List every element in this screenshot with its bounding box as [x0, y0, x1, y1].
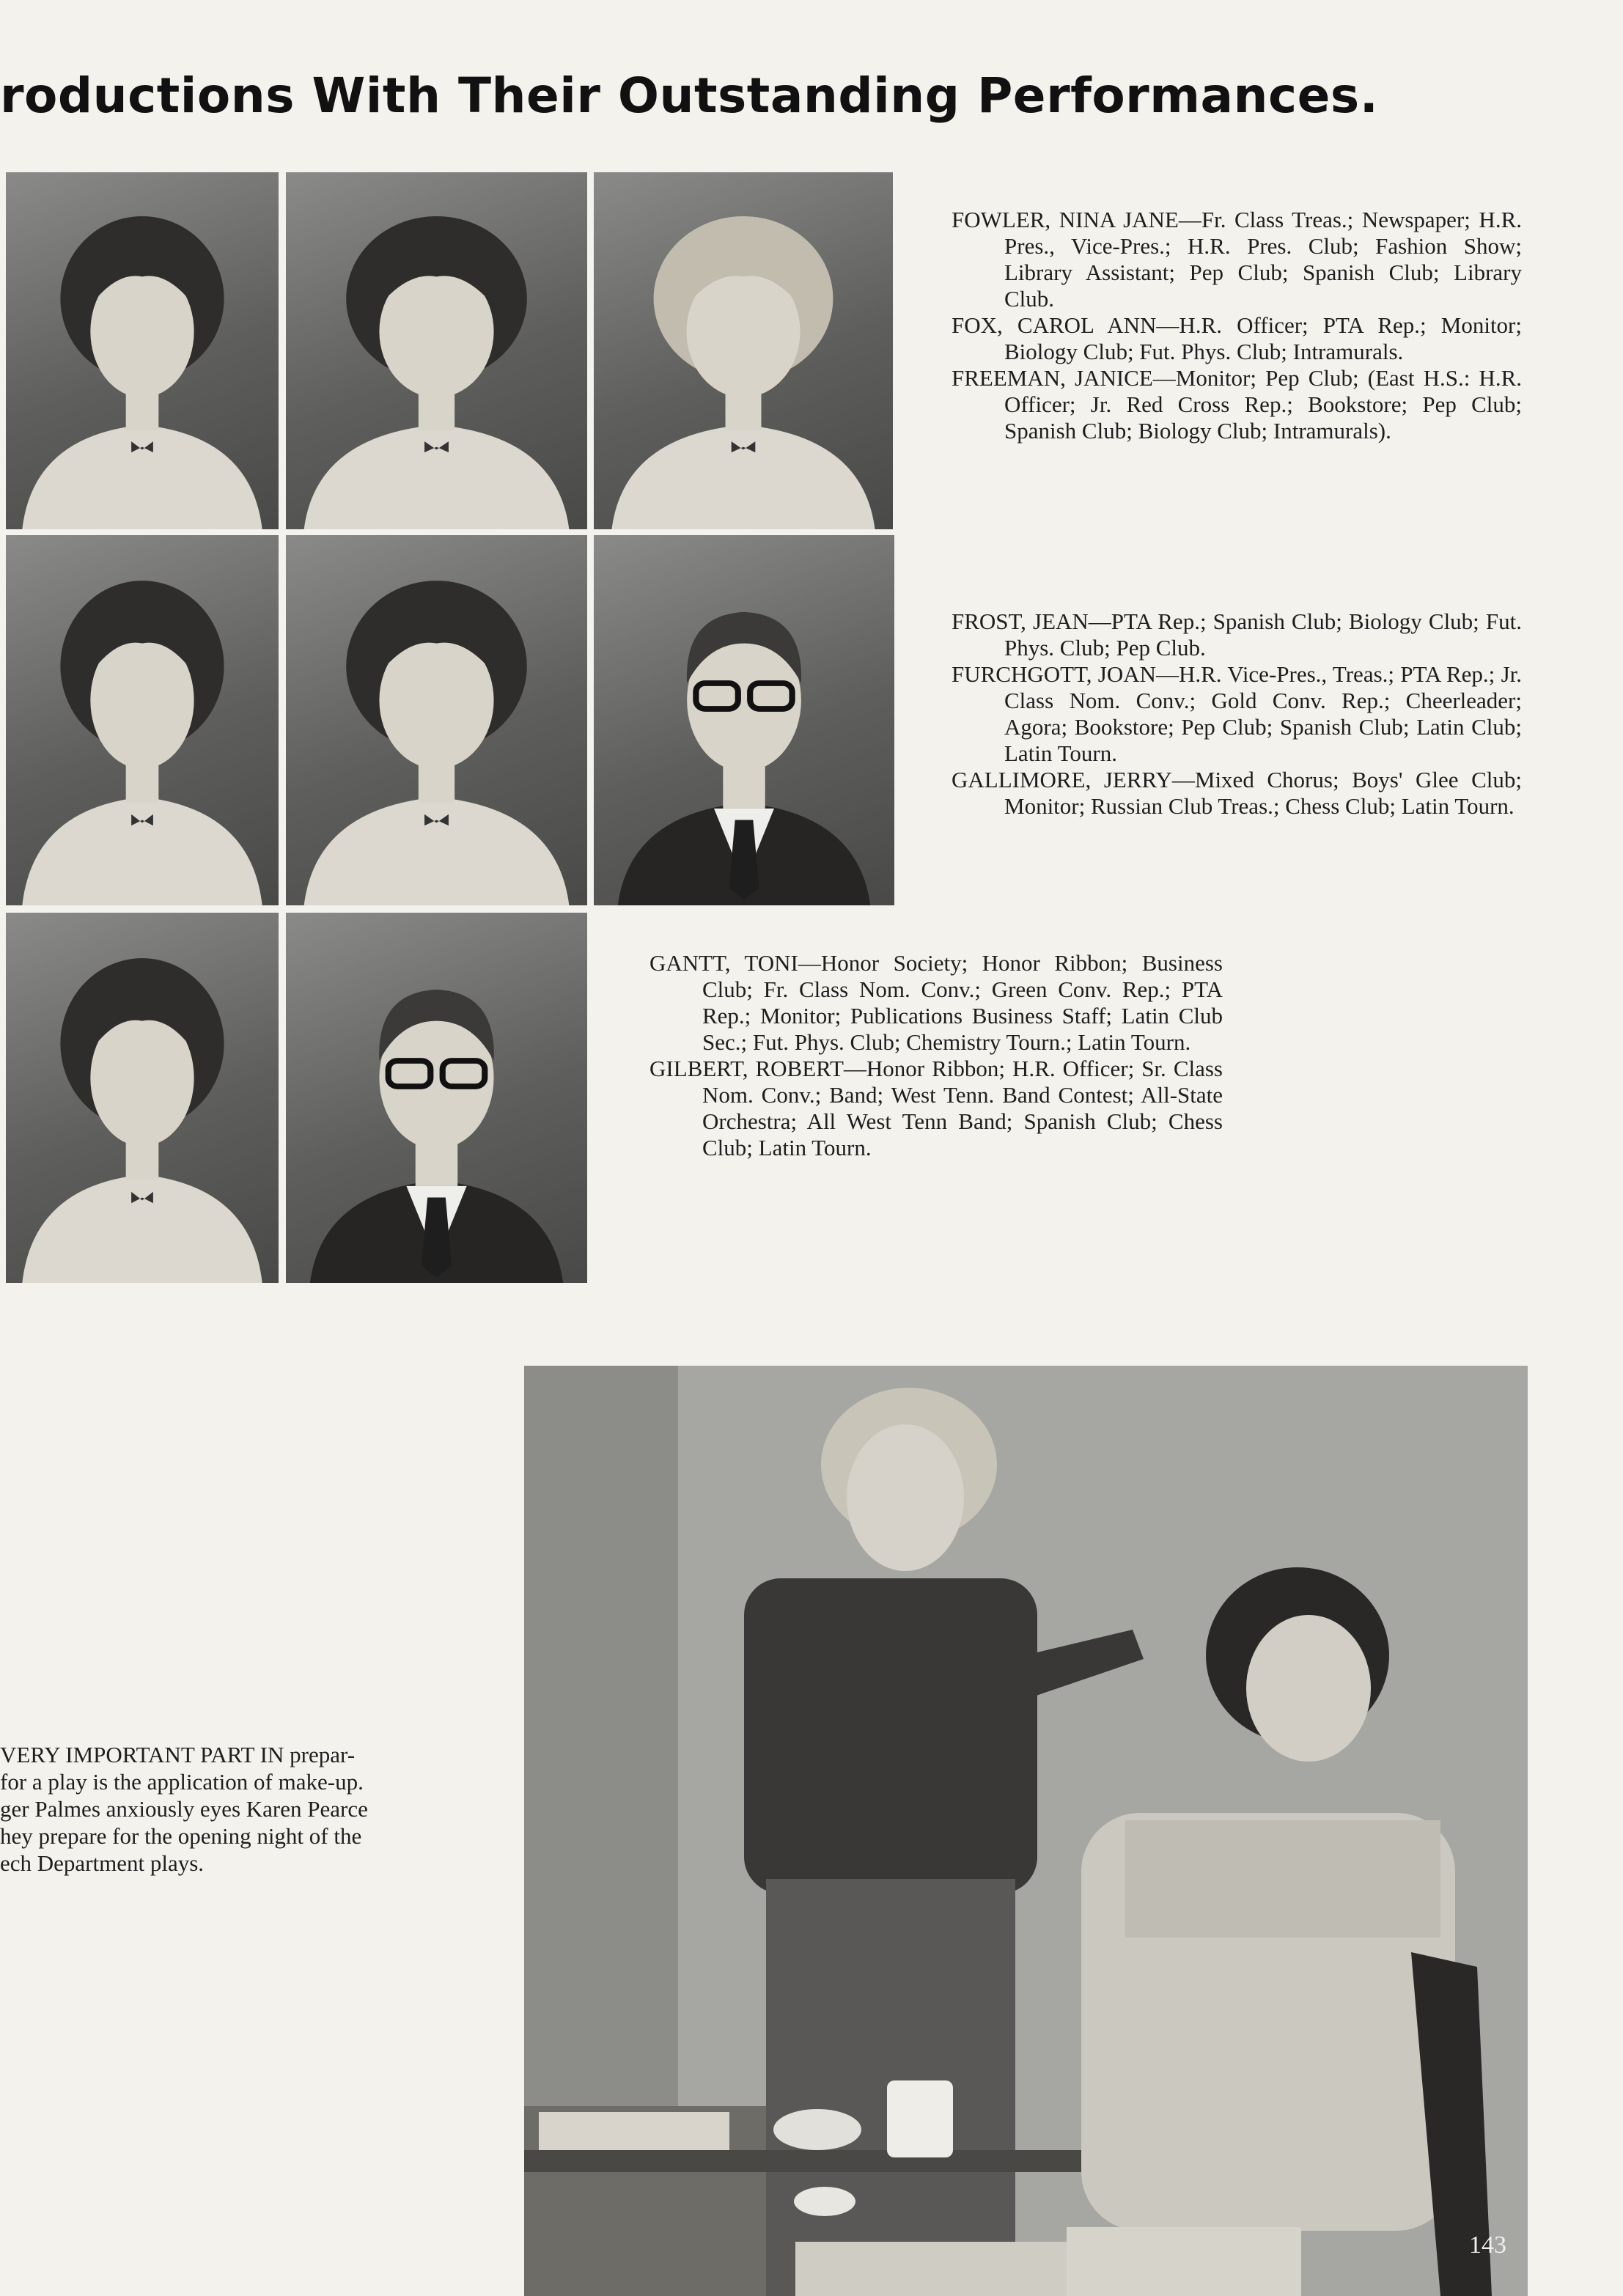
- photo-caption: VERY IMPORTANT PART IN prepar- for a play is the application of make-up. ger Palmes anxiously eyes Karen Pearce hey prepare for the opening night of the ech Department plays.: [0, 1742, 368, 1876]
- portrait-gilbert: [286, 913, 587, 1283]
- portrait-gallimore: [594, 535, 894, 905]
- portrait-fox: [286, 172, 587, 529]
- makeup-photo: [524, 1366, 1528, 2296]
- portrait-furchgott: [286, 535, 587, 905]
- bios-group-1: [952, 207, 1522, 444]
- page-title: roductions With Their Outstanding Performances.: [0, 67, 1379, 124]
- bio-gallimore: GALLIMORE, JERRY—Mixed Chorus; Boys' Glee Club; Monitor; Russian Club Treas.; Chess Club; Latin Tourn.: [952, 767, 1522, 819]
- bio-gantt: GANTT, TONI—Honor Society; Honor Ribbon; Business Club; Fr. Class Nom. Conv.; Green Conv. Rep.; PTA Rep.; Monitor; Publications Business Staff; Latin Club Sec.; Fut. Phys. Club; Chemistry Tourn.; Latin Tourn.: [649, 950, 1223, 1055]
- bio-freeman: FREEMAN, JANICE—Monitor; Pep Club; (East H.S.: H.R. Officer; Jr. Red Cross Rep.; Bookstore; Pep Club; Spanish Club; Biology Club; Intramurals).: [952, 365, 1522, 444]
- portrait-fowler: [6, 172, 279, 529]
- bios-group-2: [952, 608, 1522, 820]
- bio-furchgott: FURCHGOTT, JOAN—H.R. Vice-Pres., Treas.; PTA Rep.; Jr. Class Nom. Conv.; Gold Conv. Rep.; Cheerleader; Agora; Bookstore; Pep Club; Spanish Club; Latin Club; Latin Tourn.: [952, 661, 1522, 766]
- bios-group-3: [649, 950, 1223, 1161]
- portrait-frost: [6, 535, 279, 905]
- bio-fowler: FOWLER, NINA JANE—Fr. Class Treas.; Newspaper; H.R. Pres., Vice-Pres.; H.R. Pres. Club; Fashion Show; Library Assistant; Pep Club; Spanish Club; Library Club.: [952, 207, 1522, 312]
- page-number: 143: [1469, 2231, 1506, 2259]
- bio-fox: FOX, CAROL ANN—H.R. Officer; PTA Rep.; Monitor; Biology Club; Fut. Phys. Club; Intramurals.: [952, 312, 1522, 364]
- portrait-gantt: [6, 913, 279, 1283]
- bio-frost: FROST, JEAN—PTA Rep.; Spanish Club; Biology Club; Fut. Phys. Club; Pep Club.: [952, 608, 1522, 661]
- portrait-freeman: [594, 172, 893, 529]
- bio-gilbert: GILBERT, ROBERT—Honor Ribbon; H.R. Officer; Sr. Class Nom. Conv.; Band; West Tenn. Band Contest; All-State Orchestra; All West Tenn Band; Spanish Club; Chess Club; Latin Tourn.: [649, 1056, 1223, 1160]
